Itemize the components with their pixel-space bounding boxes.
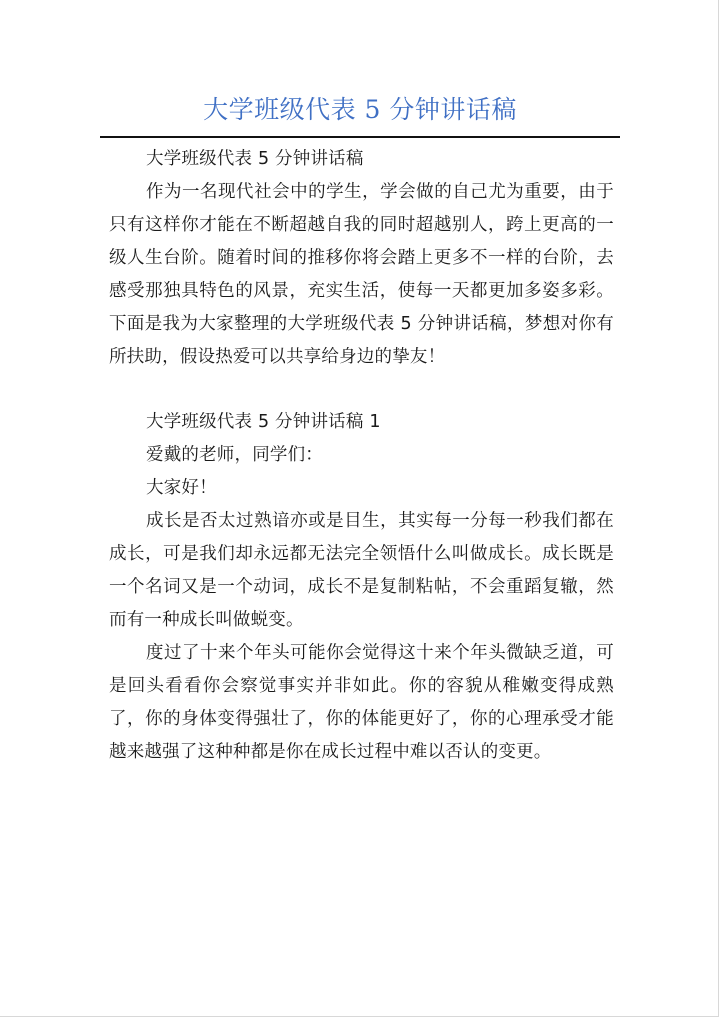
paragraph-body-2: 度过了十来个年头可能你会觉得这十来个年头微缺乏道，可是回头看看你会察觉事实并非如此。你的容貌从稚嫩变得成熟了，你的身体变得强壮了，你的体能更好了，你的心理承受才能越来越强了这种种都是你在成长过程中难以否认的变更。 (109, 643, 614, 762)
document-body (109, 143, 614, 769)
paragraph-subtitle: 大学班级代表 5 分钟讲话稿 (146, 149, 364, 169)
title-underline (100, 136, 620, 138)
paragraph-intro: 作为一名现代社会中的学生，学会做的自己尤为重要，由于只有这样你才能在不断超越自我的同时超越别人，跨上更高的一级人生台阶。随着时间的推移你将会踏上更多不一样的台阶，去感受那独具特色的风景，充实生活，使每一天都更加多姿多彩。下面是我为大家整理的大学班级代表 5 分钟讲话稿，梦想对你有所扶助，假设热爱可以共享给身边的挚友！ (109, 182, 614, 367)
paragraph-salutation: 爱戴的老师，同学们： (146, 445, 323, 465)
paragraph-body-1: 成长是否太过熟谙亦或是目生，其实每一分每一秒我们都在成长，可是我们却永远都无法完全领悟什么叫做成长。成长既是一个名词又是一个动词，成长不是复制粘帖，不会重蹈复辙，然而有一种成长叫做蜕变。 (109, 511, 614, 630)
document-title: 大学班级代表 5 分钟讲话稿 (203, 95, 517, 124)
paragraph-section-heading: 大学班级代表 5 分钟讲话稿 1 (146, 412, 381, 432)
paragraph-greeting: 大家好！ (146, 478, 217, 498)
